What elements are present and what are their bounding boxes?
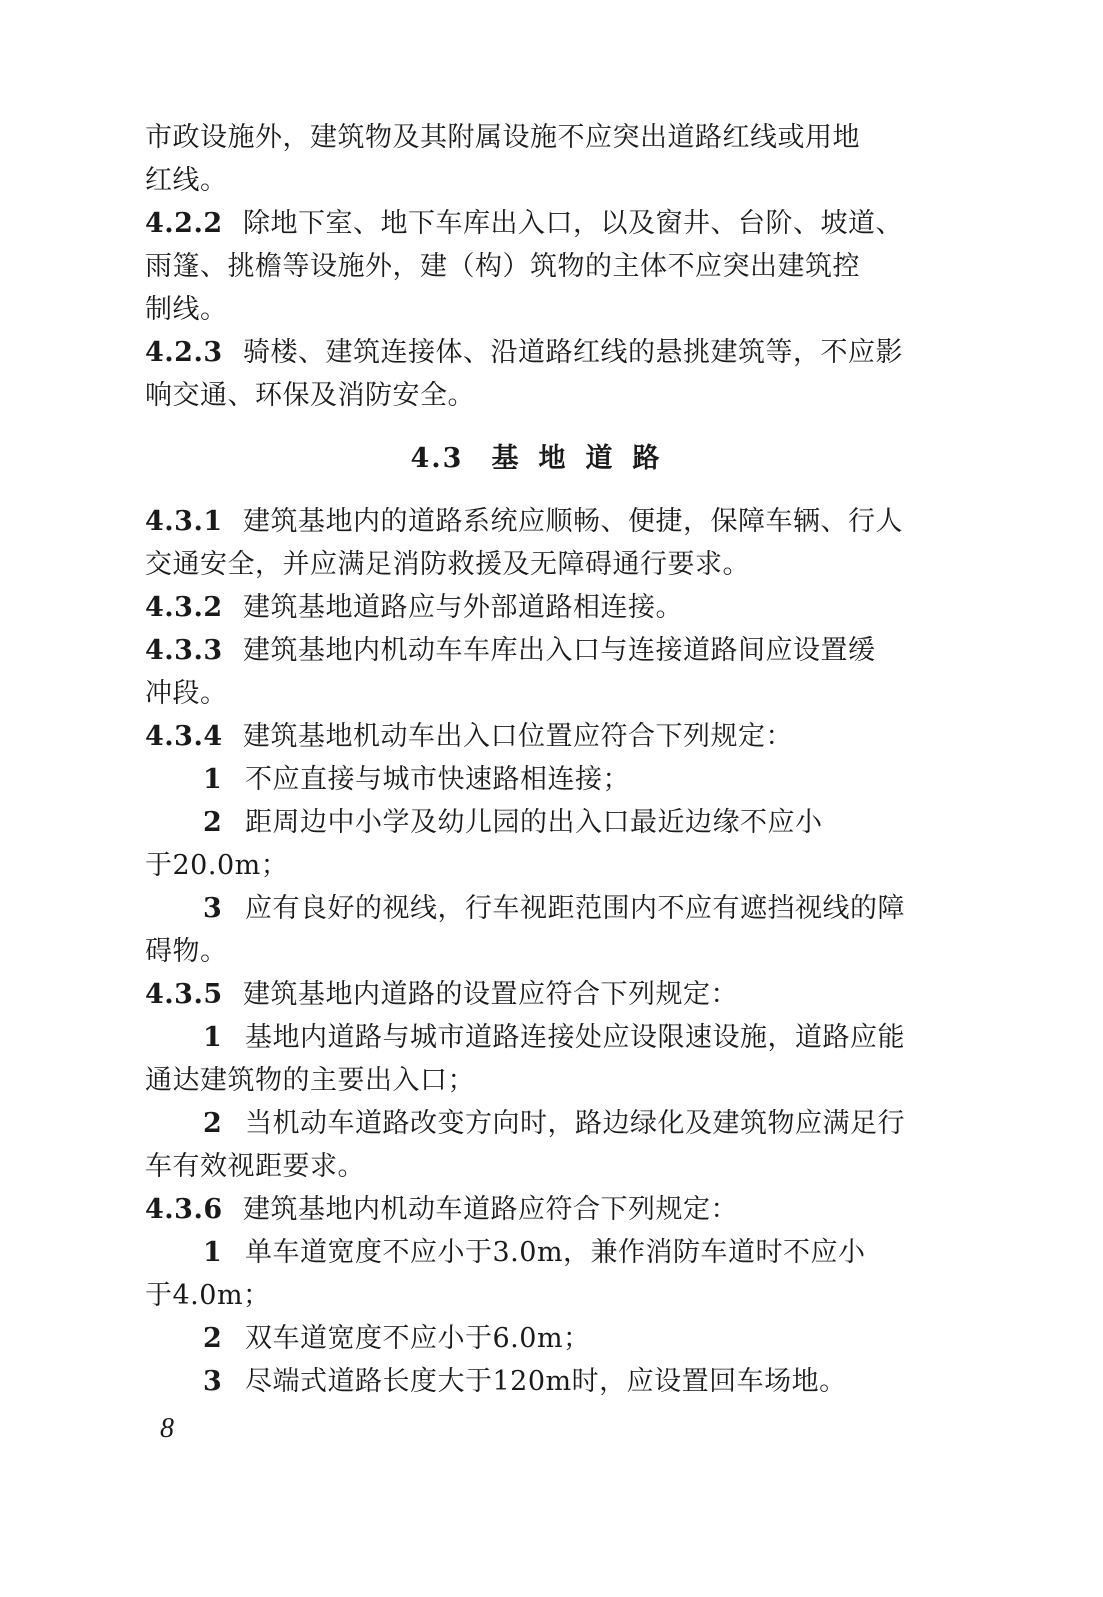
text-line: 红线。	[145, 165, 228, 196]
clause-4-3-1	[145, 500, 945, 543]
clause-number: 4.3.5	[145, 979, 223, 1010]
clause-4-2-2	[145, 202, 945, 245]
section-heading-4-3	[145, 437, 945, 480]
list-item	[145, 758, 945, 801]
item-text: 距周边中小学及幼儿园的出入口最近边缘不应小	[245, 807, 823, 838]
clause-text: 除地下室、地下车库出入口，以及窗井、台阶、坡道、	[243, 208, 903, 239]
clause-text: 骑楼、建筑连接体、沿道路红线的悬挑建筑等，不应影	[243, 337, 903, 368]
text-line: 制线。	[145, 294, 228, 325]
item-text: 单车道宽度不应小于3.0m，兼作消防车道时不应小	[245, 1237, 866, 1268]
clause-number: 4.3.3	[145, 635, 223, 666]
clause-4-3-6	[145, 1188, 945, 1231]
list-item	[145, 1016, 945, 1059]
clause-number: 4.3.1	[145, 506, 223, 537]
document-page	[145, 116, 945, 1403]
text-line: 于20.0m；	[145, 850, 289, 881]
page-number: 8	[160, 1413, 174, 1444]
item-text: 尽端式道路长度大于120m时，应设置回车场地。	[245, 1366, 847, 1397]
item-number: 1	[203, 764, 223, 795]
item-number: 2	[203, 1108, 223, 1139]
text-line: 通达建筑物的主要出入口；	[145, 1065, 475, 1096]
item-number: 1	[203, 1022, 223, 1053]
text-line: 冲段。	[145, 678, 228, 709]
text-line: 响交通、环保及消防安全。	[145, 380, 475, 411]
list-item	[145, 801, 945, 844]
list-item	[145, 1231, 945, 1274]
item-text: 双车道宽度不应小于6.0m；	[245, 1323, 591, 1354]
clause-number: 4.2.2	[145, 208, 223, 239]
text-line: 碍物。	[145, 936, 228, 967]
text-line: 交通安全，并应满足消防救援及无障碍通行要求。	[145, 549, 750, 580]
list-item	[145, 1317, 945, 1360]
item-number: 3	[203, 1366, 223, 1397]
list-item	[145, 887, 945, 930]
item-text: 当机动车道路改变方向时，路边绿化及建筑物应满足行	[245, 1108, 905, 1139]
text-line: 于4.0m；	[145, 1280, 271, 1311]
clause-number: 4.3.4	[145, 721, 223, 752]
clause-4-3-4	[145, 715, 945, 758]
clause-text: 建筑基地内道路的设置应符合下列规定：	[243, 979, 738, 1010]
item-text: 应有良好的视线，行车视距范围内不应有遮挡视线的障	[245, 893, 905, 924]
clause-4-3-5	[145, 973, 945, 1016]
text-line: 车有效视距要求。	[145, 1151, 365, 1182]
list-item	[145, 1360, 945, 1403]
list-item	[145, 1102, 945, 1145]
section-title: 基地道路	[491, 443, 680, 474]
clause-number: 4.3.2	[145, 592, 223, 623]
item-number: 2	[203, 807, 223, 838]
clause-4-3-2	[145, 586, 945, 629]
section-number: 4.3	[410, 443, 464, 474]
item-number: 2	[203, 1323, 223, 1354]
item-text: 不应直接与城市快速路相连接；	[245, 764, 630, 795]
clause-text: 建筑基地内机动车车库出入口与连接道路间应设置缓	[243, 635, 876, 666]
item-number: 3	[203, 893, 223, 924]
clause-4-2-3	[145, 331, 945, 374]
clause-text: 建筑基地机动车出入口位置应符合下列规定：	[243, 721, 793, 752]
clause-text: 建筑基地内机动车道路应符合下列规定：	[243, 1194, 738, 1225]
clause-text: 建筑基地内的道路系统应顺畅、便捷，保障车辆、行人	[243, 506, 903, 537]
item-number: 1	[203, 1237, 223, 1268]
item-text: 基地内道路与城市道路连接处应设限速设施，道路应能	[245, 1022, 905, 1053]
text-line: 雨篷、挑檐等设施外，建（构）筑物的主体不应突出建筑控	[145, 251, 860, 282]
clause-number: 4.3.6	[145, 1194, 223, 1225]
clause-4-3-3	[145, 629, 945, 672]
clause-text: 建筑基地道路应与外部道路相连接。	[243, 592, 683, 623]
clause-number: 4.2.3	[145, 337, 223, 368]
text-line: 市政设施外，建筑物及其附属设施不应突出道路红线或用地	[145, 122, 860, 153]
